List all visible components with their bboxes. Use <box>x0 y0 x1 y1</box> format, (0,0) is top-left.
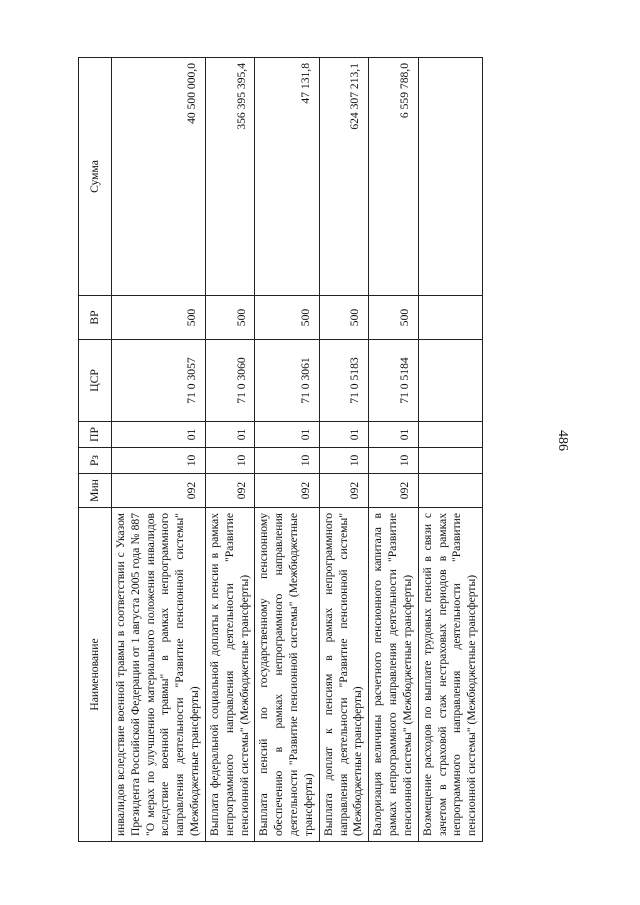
row-pr: 01 <box>205 422 254 448</box>
header-min: Мин <box>79 474 112 508</box>
table-row <box>319 58 368 842</box>
row-min: 092 <box>255 474 319 508</box>
row-sum: 6 559 788,0 <box>369 58 418 296</box>
row-rz <box>418 448 482 474</box>
row-vr: 500 <box>205 296 254 340</box>
row-vr: 500 <box>369 296 418 340</box>
row-csr: 71 0 5184 <box>369 340 418 422</box>
row-vr: 500 <box>319 296 368 340</box>
row-csr <box>418 340 482 422</box>
row-rz: 10 <box>255 448 319 474</box>
row-name: Выплата доплат к пенсиям в рамках непрограммного направления деятельности "Развитие пенсионной системы" (Межбюджетные трансферты) <box>319 508 368 842</box>
row-pr: 01 <box>369 422 418 448</box>
row-min: 092 <box>112 474 206 508</box>
row-csr: 71 0 3061 <box>255 340 319 422</box>
header-vr: ВР <box>79 296 112 340</box>
page-number: 486 <box>555 430 570 451</box>
table-row <box>205 58 254 842</box>
row-rz: 10 <box>369 448 418 474</box>
header-name: Наименование <box>79 508 112 842</box>
header-sum: Сумма <box>79 58 112 296</box>
row-name: Возмещение расходов по выплате трудовых пенсий в связи с зачетом в страховой стаж нестраховых периодов в рамках непрограммного направления деятельности "Развитие пенсионной системы" (Межбюджетные трансферты) <box>418 508 482 842</box>
row-min: 092 <box>319 474 368 508</box>
table-row <box>112 58 206 842</box>
row-vr: 500 <box>255 296 319 340</box>
row-pr: 01 <box>255 422 319 448</box>
row-vr: 500 <box>112 296 206 340</box>
row-sum <box>418 58 482 296</box>
row-sum: 624 307 213,1 <box>319 58 368 296</box>
row-sum: 356 395 395,4 <box>205 58 254 296</box>
row-name: инвалидов вследствие военной травмы в соответствии с Указом Президента Российской Федерации от 1 августа 2005 года № 887 "О мерах по улучшению материального положения инвалидов вследствие военной травмы" в рамках непрограммного направления деятельности "Развитие пенсионной системы" (Межбюджетные трансферты) <box>112 508 206 842</box>
row-name: Валоризация величины расчетного пенсионного капитала в рамках непрограммного направления деятельности "Развитие пенсионной системы" (Межбюджетные трансферты) <box>369 508 418 842</box>
row-min: 092 <box>205 474 254 508</box>
row-pr: 01 <box>112 422 206 448</box>
row-name: Выплата пенсий по государственному пенсионному обеспечению в рамках непрограммного направления деятельности "Развитие пенсионной системы" (Межбюджетные трансферты) <box>255 508 319 842</box>
table-row <box>369 58 418 842</box>
row-rz: 10 <box>205 448 254 474</box>
row-sum: 40 500 000,0 <box>112 58 206 296</box>
header-rz: Рз <box>79 448 112 474</box>
row-rz: 10 <box>112 448 206 474</box>
row-csr: 71 0 5183 <box>319 340 368 422</box>
table-header-row <box>79 58 112 842</box>
row-pr: 01 <box>319 422 368 448</box>
row-rz: 10 <box>319 448 368 474</box>
row-min: 092 <box>369 474 418 508</box>
row-vr <box>418 296 482 340</box>
row-min <box>418 474 482 508</box>
budget-table-sheet <box>78 58 604 842</box>
row-sum: 47 131,8 <box>255 58 319 296</box>
header-pr: ПР <box>79 422 112 448</box>
row-csr: 71 0 3057 <box>112 340 206 422</box>
table-row <box>255 58 319 842</box>
table-row <box>418 58 482 842</box>
row-csr: 71 0 3060 <box>205 340 254 422</box>
header-csr: ЦСР <box>79 340 112 422</box>
budget-table <box>78 57 483 842</box>
row-pr <box>418 422 482 448</box>
row-name: Выплата федеральной социальной доплаты к пенсии в рамках непрограммного направления деятельности "Развитие пенсионной системы" (Межбюджетные трансферты) <box>205 508 254 842</box>
